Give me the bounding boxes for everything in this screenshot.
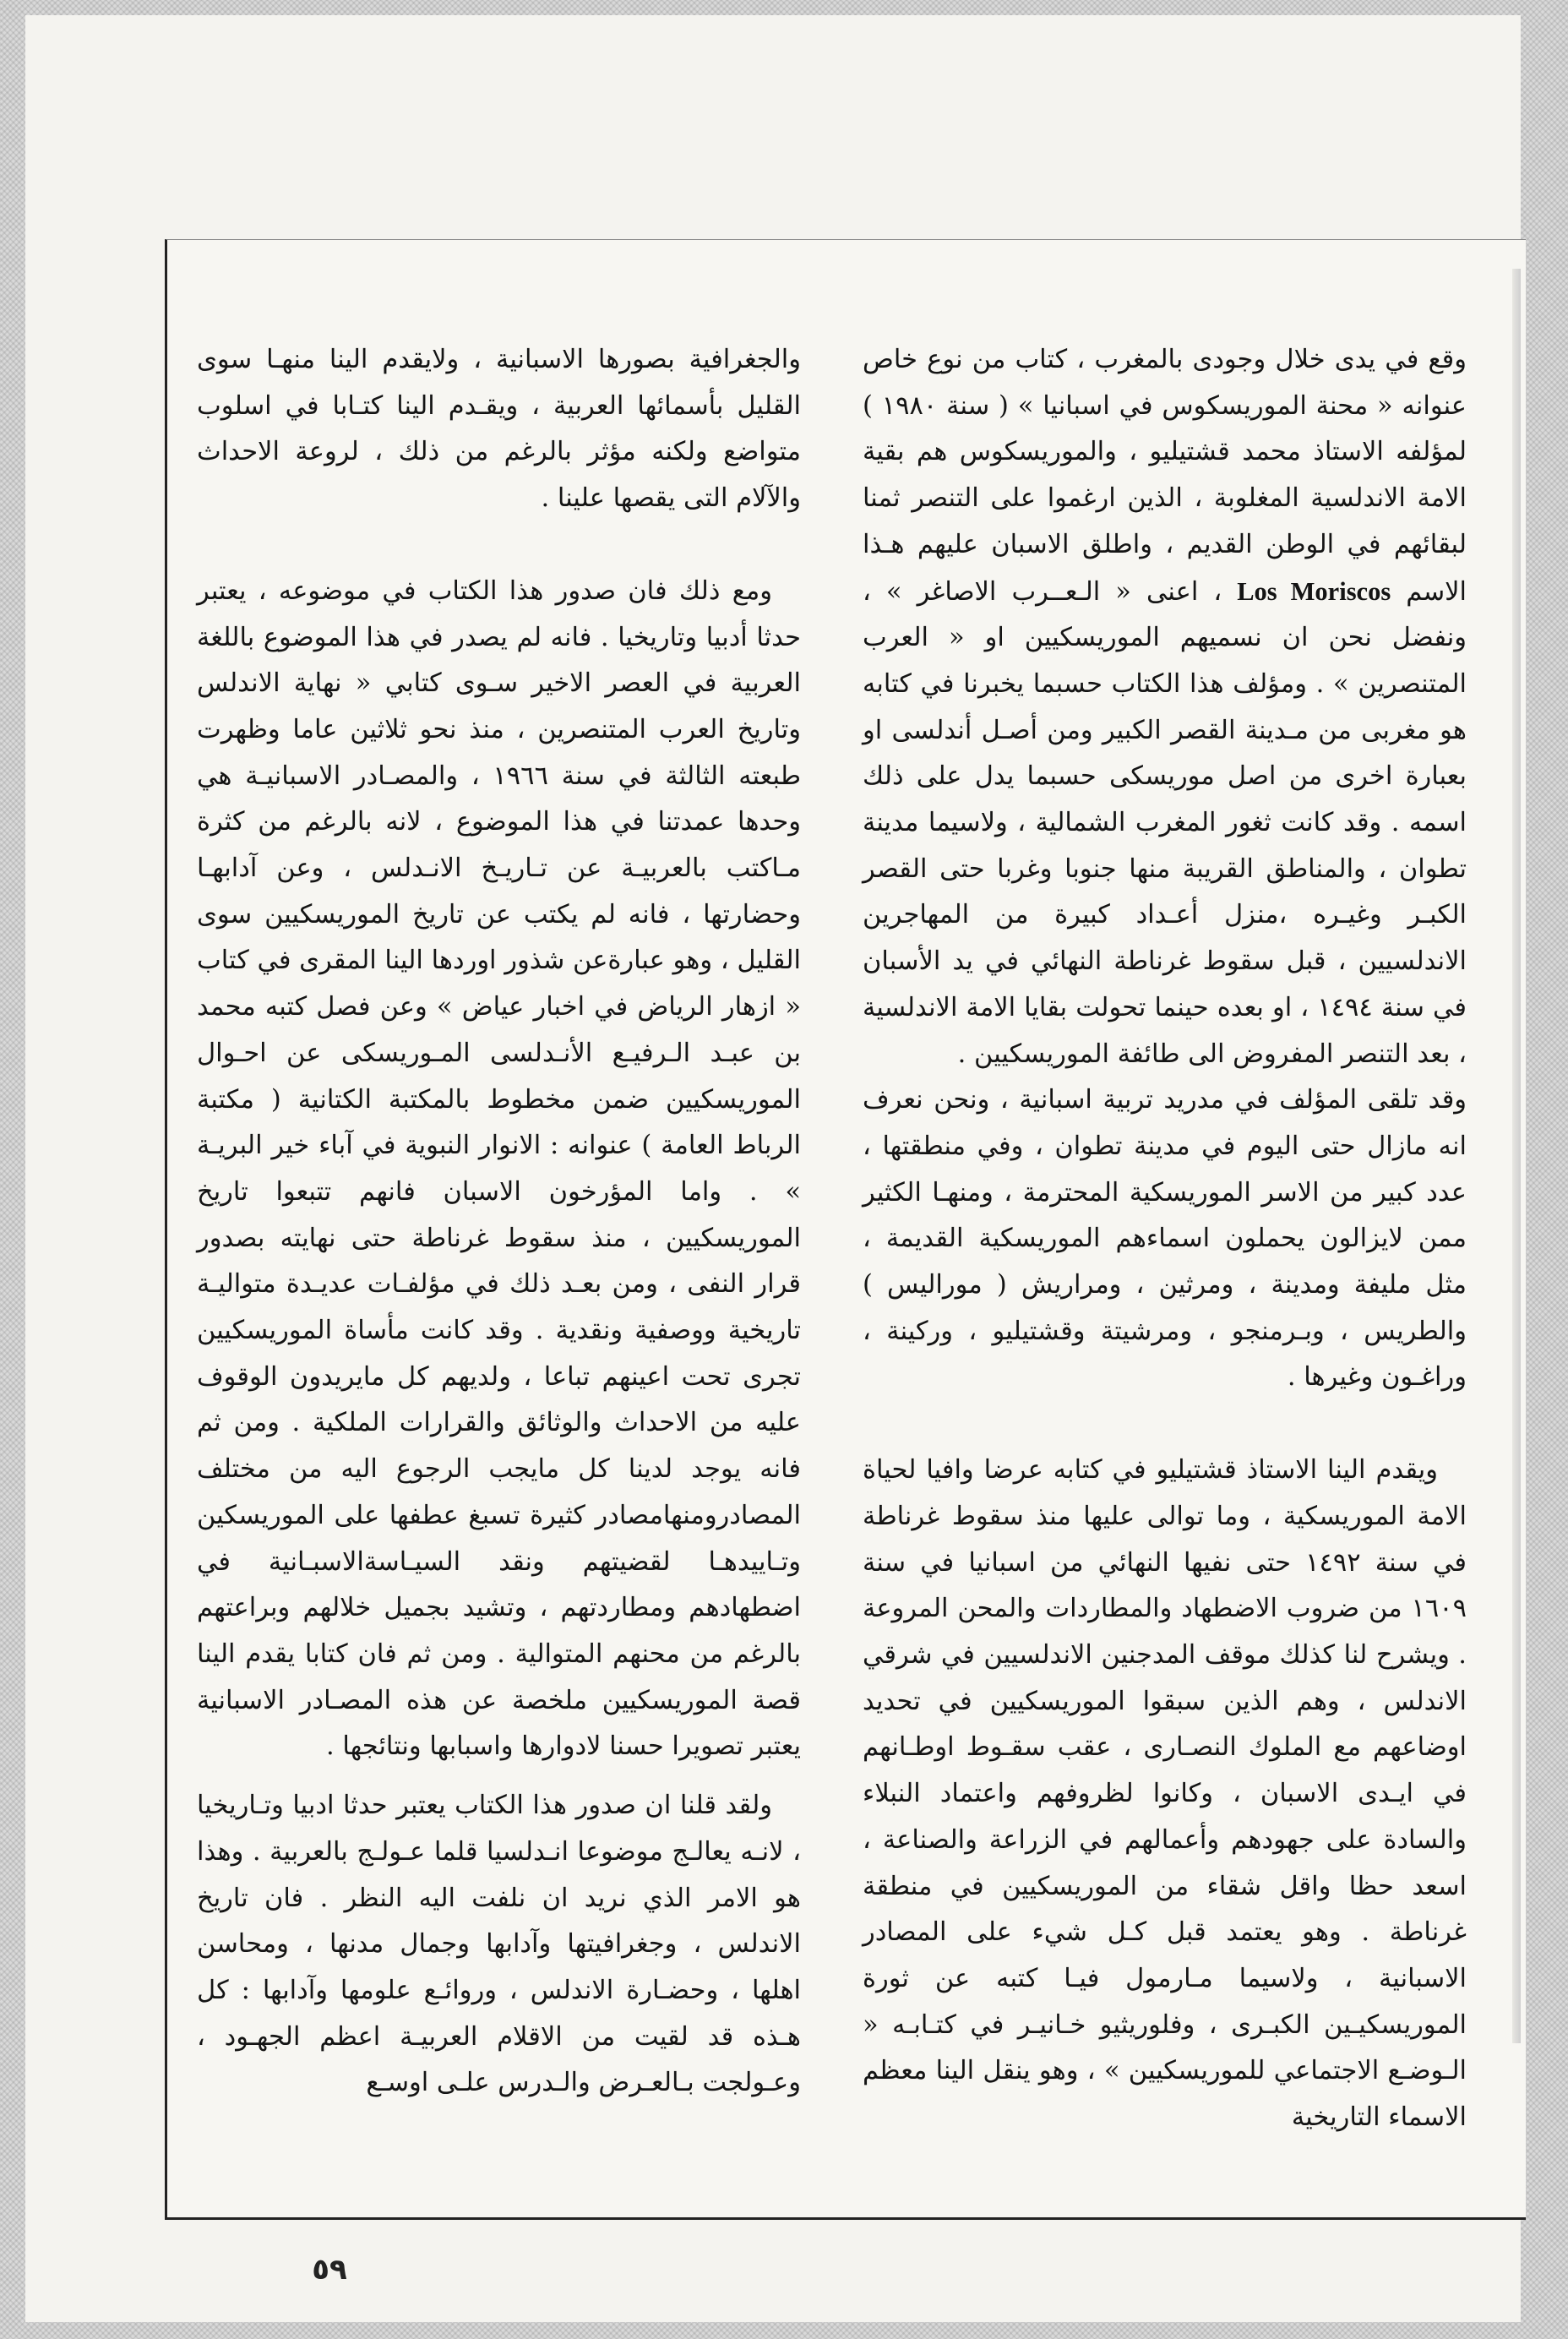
right-p1-text-a: وقع في يدى خلال وجودى بالمغرب ، كتاب من نوع خاص عنوانه « محنة الموريسكوس في اسبانيا » ( سنة ١٩٨٠ ) لمؤلفه الاستاذ محمد قشتيليو ، والموريسكوس هم بقية الامة الاندلسية المغلوبة ، الذين ارغموا على التنصر ثمنا لبقائهم في الوطن القديم ، واطلق الاسبان عليهم هـذا الاسم [863,345,1467,607]
page-number: ٥٩ [312,2253,347,2287]
left-paragraph-3: ولقد قلنا ان صدور هذا الكتاب يعتبر حدثا ادبيا وتـاريخيا ، لانـه يعالـج موضوعا انـدلسيا قلما عـولـج بالعربية . وهذا هو الامر الذي نريد ان نلفت اليه النظر . فان تاريخ الاندلس ، وجغرافيتها وآدابها وجمال مدنها ، ومحاسن اهلها ، وحضـارة الاندلس ، وروائـع علومها وآدابها : كل هـذه قد لقيت من الاقلام العربيـة اعظم الجهـود ، وعـولجت بـالعـرض والـدرس علـى اوسـع [197,1791,801,2098]
page-edge-shadow [1512,269,1521,2043]
left-paragraph-2: ومع ذلك فان صدور هذا الكتاب في موضوعه ، يعتبر حدثا أدبيا وتاريخيا . فانه لم يصدر في هذا الموضوع باللغة العربية في العصر الاخير سـوى كتابي « نهاية الاندلس وتاريخ العرب المتنصرين ، منذ نحو ثلاثين عاما وظهرت طبعته الثالثة في سنة ١٩٦٦ ، والمصـادر الاسبانيـة هي وحدها عمدتنا في هذا الموضوع ، لانه بالرغم من كثرة مـاكتب بالعربيـة عن تـاريـخ الانـدلس ، وعن آدابهـا وحضارتها ، فانه لم يكتب عن تاريخ الموريسكيين سوى القليل ، وهو عبارةعن شذور اوردها الينا المقرى في كتاب « ازهار الرياض في اخبار عياض » وعن فصل كتبه محمد بن عبـد الـرفيـع الأنـدلسى المـوريسكى عن احـوال الموريسكيين ضمن مخطوط بالمكتبة الكتانية ( مكتبة الرباط العامة ) عنوانه : الانوار النبوية في آباء خير البريـة » . واما المؤرخون الاسبان فانهم تتبعوا تاريخ الموريسكيين ، منذ سقوط غرناطة حتى نهايته بصدور قرار النفى ، ومن بعـد ذلك في مؤلفـات عديـدة متواليـة تاريخية ووصفية ونقدية . وقد كانت مأساة الموريسكيين تجرى تحت اعينهم تباعا ، ولديهم كل مايريدون الوقوف عليه من الاحداث والوثائق والقرارات الملكية . ومن ثم فانه يوجد لدينا كل مايجب الرجوع اليه من مختلف المصادرومنهامصادر كثيرة تسبغ عطفها على الموريسكين وتـاييدهـا لقضيتهم ونقد السيـاسةالاسبـانية في اضطهادهم ومطاردتهم ، وتشيد بجميل خلالهم وبراعتهم بالرغم من محنهم المتوالية . ومن ثم فان كتابا يقدم الينا قصة الموريسكيين ملخصة عن هذه المصـادر الاسبانية يعتبر تصويرا حسنا لادوارها واسبابها ونتائجها . [197,575,801,1762]
right-p1-text-b: ، اعنى « الـعــرب الاصاغر » ، ونفضل نحن ان نسميهم الموريسكيين او « العرب المتنصرين » . ومؤلف هذا الكتاب حسبما يخبرنا في كتابه هو مغربى من مـدينة القصر الكبير ومن أصـل أندلسى او بعبارة اخرى من اصل موريسكى حسبما يدل على ذلك اسمه . وقد كانت ثغور المغرب الشمالية ، ولاسيما مدينة تطوان ، والمناطق القريبة منها جنوبا وغربا حتى القصر الكبـر وغيـره ،منزل أعـداد كبيرة من المهاجرين الاندلسيين ، قبل سقوط غرناطة النهائي في يد الأسبان في سنة ١٤٩٤ ، او بعده حينما تحولت بقايا الامة الاندلسية ، بعد التنصر المفروض الى طائفة الموريسكيين . [863,576,1467,1069]
right-paragraph-2: وقد تلقى المؤلف في مدريد تربية اسبانية ، ونحن نعرف انه مازال حتى اليوم في مدينة تطوان ، وفي منطقتها ، عدد كبير من الاسر الموريسكية المحترمة ، ومنهـا الكثير ممن لايزالون يحملون اسماءهم الموريسكية القديمة ، مثل مليفة ومدينة ، ومرثين ، ومراريش ( موراليس ) والطريس ، وبـرمنجو ، ومرشيتة وقشتيليو ، وركينة ، وراغـون وغيرها . [863,1085,1467,1393]
right-paragraph-1 [863,337,1467,1077]
latin-term: Los Moriscos [1237,576,1391,606]
paragraph-gap [197,522,801,569]
left-column [197,337,801,2107]
paragraph-gap [863,1401,1467,1448]
right-paragraph-3: ويقدم الينا الاستاذ قشتيليو في كتابه عرضا وافيا لحياة الامة الموريسكية ، وما توالى عليها منذ سقوط غرناطة في سنة ١٤٩٢ حتى نفيها النهائي من اسبانيا في سنة ١٦٠٩ من ضروب الاضطهاد والمطاردات والمحن المروعة . ويشرح لنا كذلك موقف المدجنين الاندلسيين في شرقي الاندلس ، وهم الذين سبقوا الموريسكيين في تحديد اوضاعهم مع الملوك النصـارى ، عقب سقـوط اوطـانهم في ايـدى الاسبان ، وكانوا لظروفهم واعتماد النبلاء والسادة على جهودهم وأعمالهم في الزراعة والصناعة ، اسعد حظا واقل شقاء من الموريسكيين في منطقة غرناطة . وهو يعتمد قبل كـل شيء على المصادر الاسبانية ، ولاسيما مـارمول فيـا كتبه عن ثورة الموريسكيـين الكبـرى ، وفلوريثيو خـانيـر في كتـابـه « الـوضـع الاجتماعي للموريسكيين » ، وهو ينقل الينا معظم الاسماء التاريخية [863,1455,1467,2133]
left-paragraph-1: والجغرافية بصورها الاسبانية ، ولايقدم الينا منهـا سوى القليل بأسمائها العربية ، ويقـدم الينا كتـابا في اسلوب متواضع ولكنه مؤثر بالرغم من ذلك ، لروعة الاحداث والآلام التى يقصها علينا . [197,345,801,514]
paragraph-gap [197,1770,801,1783]
scanned-page [25,15,1521,2322]
right-column [863,337,1467,2141]
article-frame [165,239,1526,2220]
